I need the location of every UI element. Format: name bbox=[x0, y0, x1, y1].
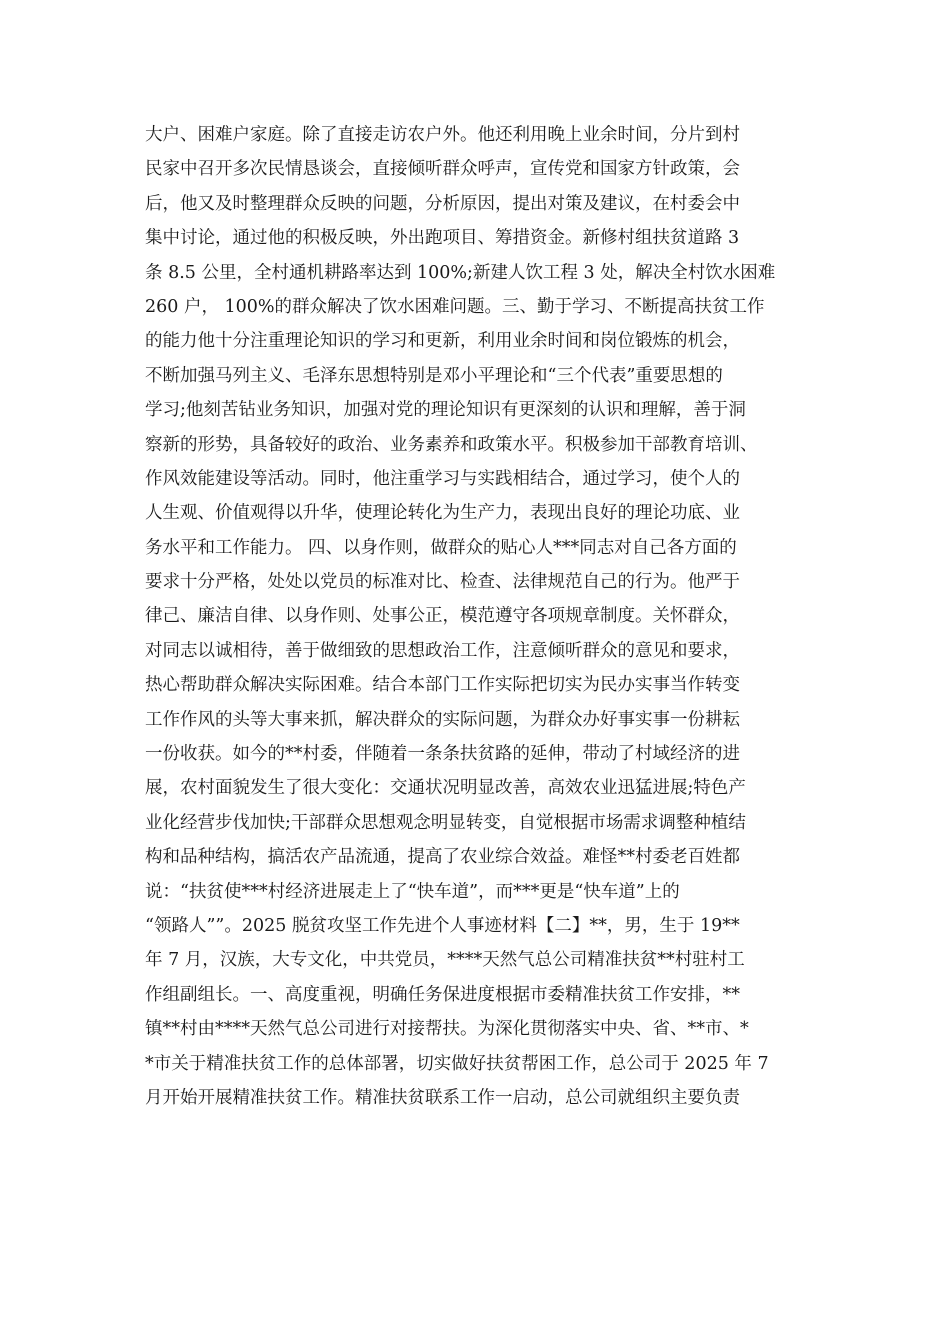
text-line: 要求十分严格，处处以党员的标准对比、检查、法律规范自己的行为。他严于 bbox=[145, 572, 740, 593]
text-line: 月开始开展精准扶贫工作。精准扶贫联系工作一启动，总公司就组织主要负责 bbox=[145, 1087, 740, 1108]
text-line: 对同志以诚相待，善于做细致的思想政治工作，注意倾听群众的意见和要求， bbox=[145, 640, 740, 661]
text-line: 集中讨论，通过他的积极反映，外出跑项目、筹措资金。新修村组扶贫道路 3 bbox=[145, 228, 740, 249]
text-line: 一份收获。如今的**村委，伴随着一条条扶贫路的延伸，带动了村域经济的进 bbox=[145, 744, 740, 765]
text-line: 大户、困难户家庭。除了直接走访农户外。他还利用晚上业余时间，分片到村 bbox=[145, 125, 740, 145]
text-line: 260 户， 100%的群众解决了饮水困难问题。三、勤于学习、不断提高扶贫工作 bbox=[145, 296, 765, 317]
text-line: 镇**村由****天然气总公司进行对接帮扶。为深化贯彻落实中央、省、**市、* bbox=[145, 1019, 749, 1040]
text-line: 展，农村面貌发生了很大变化：交通状况明显改善，高效农业迅猛进展;特色产 bbox=[145, 778, 746, 799]
text-line: 学习;他刻苦钻业务知识，加强对党的理论知识有更深刻的认识和理解，善于洞 bbox=[145, 400, 746, 421]
text-line: 律己、廉洁自律、以身作则、处事公正，模范遵守各项规章制度。关怀群众， bbox=[145, 606, 740, 627]
text-line: 作组副组长。一、高度重视，明确任务保进度根据市委精准扶贫工作安排，** bbox=[145, 984, 740, 1005]
text-line: 说：“扶贫使***村经济进展走上了“快车道”，而***更是“快车道”上的 bbox=[145, 881, 680, 902]
text-line: 业化经营步伐加快;干部群众思想观念明显转变，自觉根据市场需求调整种植结 bbox=[145, 812, 746, 833]
text-line: 不断加强马列主义、毛泽东思想特别是邓小平理论和“三个代表”重要思想的 bbox=[145, 365, 723, 386]
text-line: 热心帮助群众解决实际困难。结合本部门工作实际把切实为民办实事当作转变 bbox=[145, 675, 740, 696]
text-line: “领路人””。2025 脱贫攻坚工作先进个人事迹材料【二】**，男，生于 19** bbox=[145, 915, 740, 936]
text-line: 构和品种结构，搞活农产品流通，提高了农业综合效益。难怪**村委老百姓都 bbox=[145, 847, 740, 868]
text-line: 务水平和工作能力。 四、以身作则，做群众的贴心人***同志对自己各方面的 bbox=[145, 537, 737, 558]
body-text bbox=[145, 118, 815, 1115]
text-line: 条 8.5 公里，全村通机耕路率达到 100%;新建人饮工程 3 处，解决全村饮水困难 bbox=[145, 262, 776, 283]
text-line: 工作作风的头等大事来抓，解决群众的实际问题，为群众办好事实事一份耕耘 bbox=[145, 709, 740, 730]
text-line: 后，他又及时整理群众反映的问题，分析原因，提出对策及建议，在村委会中 bbox=[145, 193, 740, 214]
text-line: 年 7 月，汉族，大专文化，中共党员，****天然气总公司精准扶贫**村驻村工 bbox=[145, 950, 745, 971]
text-line: 民家中召开多次民情恳谈会，直接倾听群众呼声，宣传党和国家方针政策，会 bbox=[145, 159, 740, 180]
text-line: 作风效能建设等活动。同时，他注重学习与实践相结合，通过学习，使个人的 bbox=[145, 468, 740, 489]
text-line: 人生观、价值观得以升华，使理论转化为生产力，表现出良好的理论功底、业 bbox=[145, 503, 740, 524]
text-line: 的能力他十分注重理论知识的学习和更新，利用业余时间和岗位锻炼的机会， bbox=[145, 331, 740, 352]
text-line: *市关于精准扶贫工作的总体部署，切实做好扶贫帮困工作，总公司于 2025 年 7 bbox=[145, 1053, 769, 1074]
text-line: 察新的形势，具备较好的政治、业务素养和政策水平。积极参加干部教育培训、 bbox=[145, 434, 758, 455]
